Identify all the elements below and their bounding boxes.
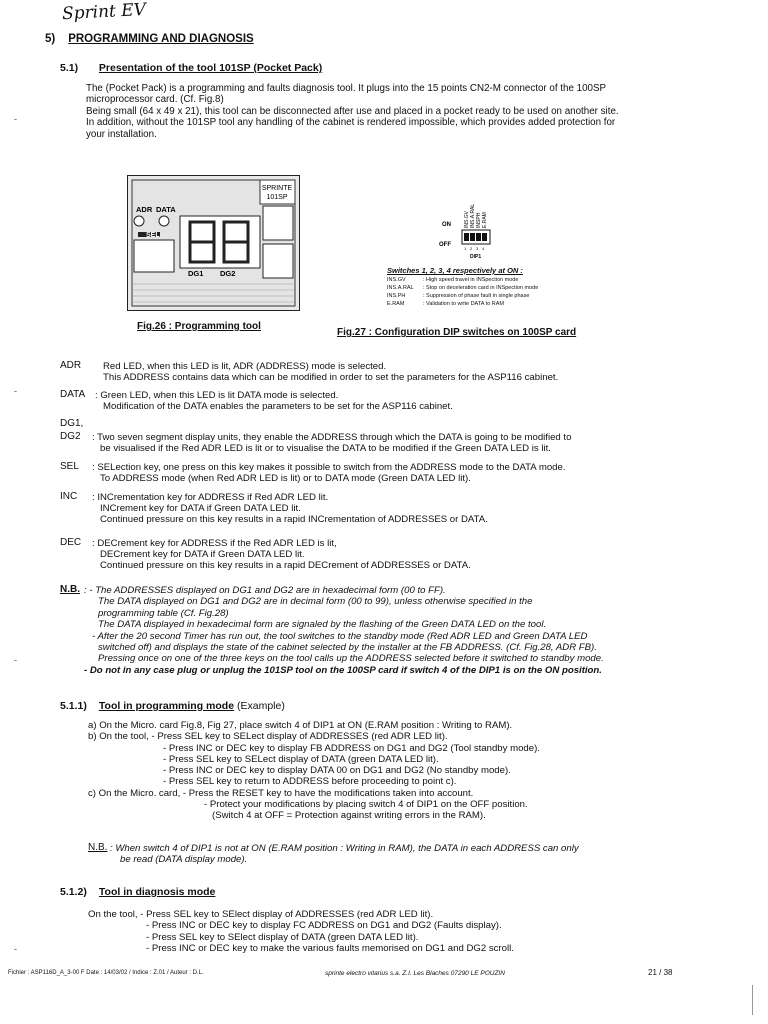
definition-line: Continued pressure on this key results in a rapid DECrement of ADDRESSES or DATA. [100,560,471,571]
step-line: - Press SEL key to SELect display of DATA (green DATA LED lit). [163,753,439,765]
data-led-icon [159,216,169,226]
definition-line: : Green LED, when this LED is lit DATA mode is selected. [95,390,339,401]
switch-legend-row [387,301,504,308]
switch-meaning: : Suppression of phase fault in single phase [423,293,530,299]
intro-line: Being small (64 x 49 x 21), this tool can be disconnected after use and placed in a pocket ready to be used on another site. [86,105,619,117]
step-line: (Switch 4 at OFF = Protection against writing errors in the RAM). [212,810,486,822]
fig27-caption: Fig.27 : Configuration DIP switches on 100SP card [337,327,577,338]
sel-label: SEL [146,232,160,239]
nb-line: The DATA displayed on DG1 and DG2 are in decimal form (00 to 99), unless otherwise specified in the [98,596,533,608]
diagnosis-steps [88,909,748,954]
step-line: On the tool, - Press SEL key to SElect display of ADDRESSES (red ADR LED lit). [88,909,434,920]
margin-mark: - [14,114,17,124]
margin-mark: - [14,944,17,954]
data-label: DATA [156,205,176,214]
definition-line: INCrement key for DATA if Green DATA LED lit. [100,503,301,514]
intro-line: The (Pocket Pack) is a programming and faults diagnosis tool. It plugs into the 15 points CN2-M connector of the 100SP [86,83,607,94]
dip-switch-label: E.RAM [482,212,488,228]
adr-label: ADR [136,205,153,214]
step-line: - Press INC or DEC key to display DATA 00 on DG1 and DG2 (No standby mode). [163,765,511,777]
switch-key: INS.PH [387,293,406,299]
definition-dec [92,538,752,571]
term-sel: SEL [60,461,79,472]
switch-number: 3 [476,246,479,251]
nb-line: - Do not in any case plug or unplug the 101SP tool on the 100SP card if switch 4 of the DIP1 is on the ON position. [84,664,602,676]
nb-line: programming table (Cf. Fig.28) [98,607,229,619]
dg1-label: DG1 [188,269,204,278]
switch-legend-row [387,277,518,284]
nb-label-2: N.B. [88,842,108,853]
off-label: OFF [439,242,451,248]
step-line: a) On the Micro. card Fig.8, Fig 27, place switch 4 of DIP1 at ON (E.RAM position : Writing to RAM). [88,720,513,731]
term-dg2: DG2 [60,431,81,442]
step-line: - Press SEL key to SElect display of DATA (green DATA LED lit). [146,931,419,943]
nb-line: - After the 20 second Timer has run out, the tool switches to the standby mode (Red ADR LED and Green DATA LED [92,630,588,642]
subsection-suffix: (Example) [236,700,285,712]
switch-legend-heading: Switches 1, 2, 3, 4 respectively at ON : [387,266,523,275]
nb-line: The DATA displayed in hexadecimal form are signaled by the flashing of the Green DATA LED on the tool. [98,619,547,631]
definition-line: Modification of the DATA enables the parameters to be set for the ASP116 cabinet. [103,401,453,412]
switch-legend-row [387,293,529,300]
step-line: b) On the tool, - Press SEL key to SELect display of ADDRESSES (red ADR LED lit). [88,731,448,743]
footer-file-info: Fichier : ASP116D_A_3-00 F Date : 14/03/02 / Indice : Z.01 / Auteur : D.L. [8,970,204,976]
section-number: 5) [45,33,56,45]
intro-line: microprocessor card. (Cf. Fig.8) [86,94,224,106]
section-heading [45,33,254,45]
term-inc: INC [60,491,78,502]
definition-data [95,390,735,412]
switch-key: INS.A.RAL [387,285,414,291]
switch-number: 2 [470,246,473,251]
section-title: PROGRAMMING AND DIAGNOSIS [68,33,254,45]
step-line: - Press INC or DEC key to display FC ADDRESS on DG1 and DG2 (Faults display). [146,920,502,932]
tool-model: 101SP [266,194,288,201]
definition-adr [103,361,743,383]
definition-inc [92,492,752,525]
switch-meaning: : High speed travel in INSpection mode [423,277,519,283]
switch-number: 4 [482,246,485,251]
step-line: - Press INC or DEC key to display FB ADDRESS on DG1 and DG2 (Tool standby mode). [163,742,540,754]
dip-switch-label: INS.GV [464,211,470,228]
tool-brand: SPRINTE [261,185,293,192]
step-line: - Press INC or DEC key to make the various faults memorised on DG1 and DG2 scroll. [146,942,514,954]
nb-line: : - The ADDRESSES displayed on DG1 and DG2 are in hexadecimal form (00 to FF). [84,585,446,596]
definition-line: : INCrementation key for ADDRESS if Red ADR LED lit. [92,492,329,503]
scan-edge-line [752,985,753,1015]
switch-legend-row [387,285,538,292]
definition-line: To ADDRESS mode (when Red ADR LED is lit) or to DATA mode (Green DATA LED lit). [100,473,471,484]
footer-company: sprinte electro vitarius s.a. Z.I. Les Blaches 07290 LE POUZIN [325,970,505,977]
intro-line: your installation. [86,128,157,140]
switch-meaning: : Validation to write DATA to RAM [423,301,505,307]
definition-line: : Two seven segment display units, they enable the ADDRESS through which the DATA is going to be modified to [92,432,572,443]
nb-line: Pressing once on one of the three keys on the tool calls up the ADDRESS selected before it switched to standby mode. [98,653,604,665]
definition-line: This ADDRESS contains data which can be modified in order to set the parameters for the ASP116 cabinet. [103,372,559,383]
subsection-title: Tool in programming mode [98,700,235,712]
switch-meaning: : Stop on deceleration card in INSpection mode [423,285,539,291]
handwritten-note: Sprint EV [61,0,147,25]
subsection-number: 5.1.1) [60,700,87,712]
definition-dg [92,432,752,454]
term-adr: ADR [60,360,82,371]
dip-switch-drawing [434,180,498,260]
adr-led-icon [134,216,144,226]
term-data: DATA [60,389,86,400]
nb-programming-notes [84,585,754,676]
definition-line: DECrement key for DATA if Green DATA LED lit. [100,549,305,560]
dip-label: DIP1 [470,254,482,260]
step-line: - Press SEL key to return to ADDRESS before proceeding to point c). [163,776,457,788]
switch-key: E.RAM [387,301,405,307]
nb-line: : When switch 4 of DIP1 is not at ON (E.RAM position : Writing in RAM), the DATA in each ADDRESS can only [110,843,579,854]
page-number: 21 / 38 [648,968,673,977]
subsection-5-1-heading [60,62,322,74]
dip-switch-label: INS.A.RAL [470,203,476,228]
nb-line: be read (DATA display mode). [120,854,248,866]
subsection-title: Tool in diagnosis mode [98,886,216,898]
subsection-5-1-1-heading [60,700,285,712]
sel-key [134,240,174,272]
switch-key: INS.GV [387,277,406,283]
subsection-title: Presentation of the tool 101SP (Pocket Pack) [98,62,323,74]
step-line: c) On the Micro. card, - Press the RESET key to have the modifications taken into account. [88,787,474,799]
dip-switch-label: INSPH [476,212,482,228]
margin-mark: - [14,655,17,665]
nb-line: switched off) and displays the state of the cabinet selected by the installer at the FB ADDRESS. (Cf. Fig.28, ADR FB). [98,642,597,654]
programming-steps [88,720,748,822]
term-dg1: DG1, [60,418,84,429]
subsection-number: 5.1) [60,62,79,74]
subsection-5-1-2-heading [60,886,215,898]
term-dec: DEC [60,537,82,548]
programming-tool-figure [127,175,300,311]
nb-label: N.B. [60,584,80,595]
subsection-number: 5.1.2) [60,886,87,898]
step-line: - Protect your modifications by placing switch 4 of DIP1 on the OFF position. [204,799,528,811]
dec-key [263,244,293,278]
inc-key [263,206,293,240]
nb-ram-note [110,843,750,866]
intro-line: In addition, without the 101SP tool any handling of the cabinet is rendered impossible, which provides added protection for [86,117,616,129]
definition-sel [92,462,752,484]
dg2-label: DG2 [220,269,236,278]
definition-line: : SELection key, one press on this key makes it possible to switch from the ADDRESS mode to the DATA mode. [92,462,566,473]
definition-line: : DECrement key for ADDRESS if the Red ADR LED is lit, [92,538,337,549]
intro-paragraph [86,83,746,140]
definition-line: be visualised if the Red ADR LED is lit or to visualise the DATA to be modified if the Green DATA LED is lit. [100,443,551,454]
on-label: ON [442,222,451,228]
switch-number: 1 [464,246,467,251]
definition-line: Red LED, when this LED is lit, ADR (ADDRESS) mode is selected. [103,361,387,372]
definition-line: Continued pressure on this key results in a rapid INCrementation of ADDRESSES or DATA. [100,514,488,525]
fig26-caption: Fig.26 : Programming tool [137,321,261,332]
margin-mark: - [14,386,17,396]
programming-tool-drawing [128,176,299,310]
